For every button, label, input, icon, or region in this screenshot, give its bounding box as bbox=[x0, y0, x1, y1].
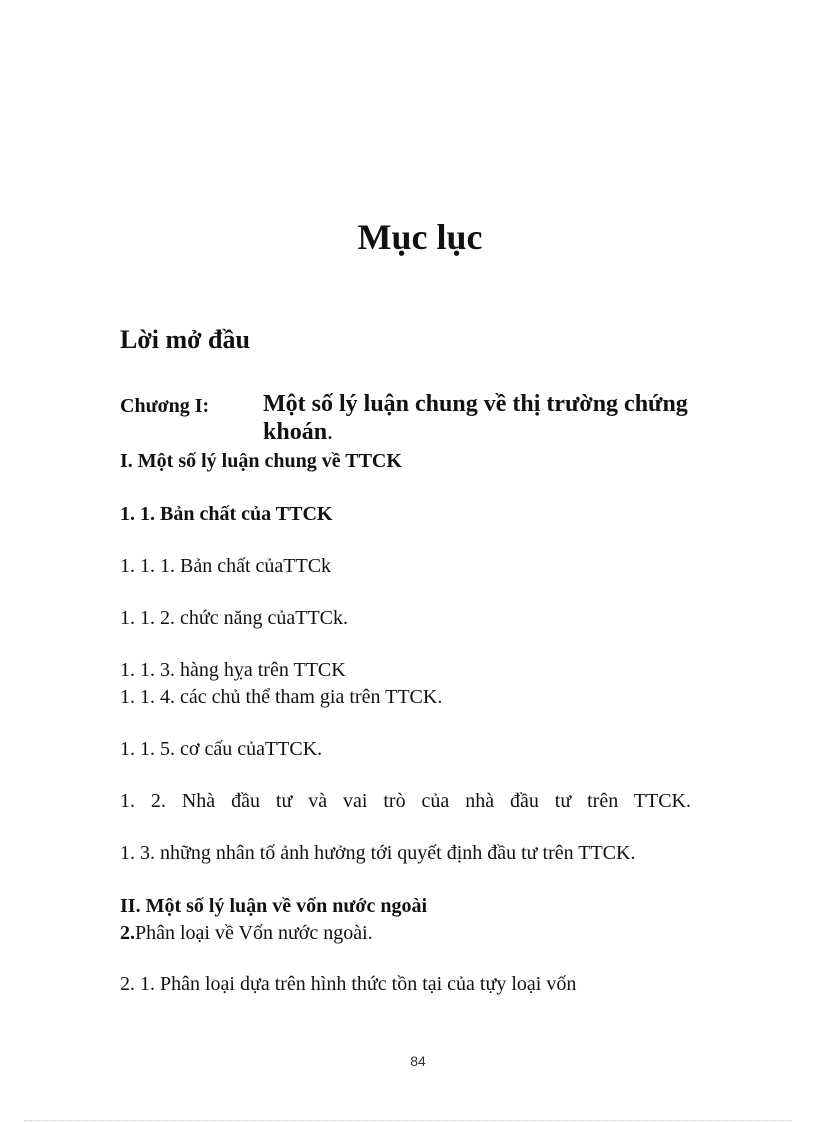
chapter-label: Chương I: bbox=[120, 395, 210, 417]
toc-section-1-2: 1. 2. Nhà đầu tư và vai trò của nhà đầu tư trên TTCK. bbox=[120, 790, 691, 812]
toc-section-1-1-2: 1. 1. 2. chức năng củaTTCk. bbox=[120, 607, 348, 629]
toc-section-2-text: Phân loại về Vốn nước ngoài. bbox=[135, 922, 373, 944]
page-number: 84 bbox=[410, 1053, 426, 1069]
page-bottom-rule bbox=[24, 1120, 792, 1121]
toc-section-i: I. Một số lý luận chung về TTCK bbox=[120, 450, 402, 472]
toc-section-1-1-1: 1. 1. 1. Bản chất củaTTCk bbox=[120, 555, 332, 577]
toc-section-2 bbox=[120, 922, 373, 945]
toc-section-1-3: 1. 3. những nhân tố ảnh hưởng tới quyết định đầu tư trên TTCK. bbox=[120, 842, 636, 864]
intro-heading: Lời mở đầu bbox=[120, 325, 250, 354]
page-title: Mục lục bbox=[357, 217, 483, 257]
chapter-title-text: Một số lý luận chung về thị trường chứng khoán bbox=[263, 391, 688, 445]
toc-section-1-1: 1. 1. Bản chất của TTCK bbox=[120, 503, 333, 525]
toc-section-2-number: 2. bbox=[120, 922, 135, 944]
toc-section-ii: II. Một số lý luận về vốn nước ngoài bbox=[120, 895, 428, 917]
toc-section-1-1-4: 1. 1. 4. các chủ thể tham gia trên TTCK. bbox=[120, 686, 443, 708]
chapter-title-suffix: . bbox=[327, 419, 334, 445]
chapter-title bbox=[263, 390, 703, 446]
toc-section-1-1-3: 1. 1. 3. hàng hỵa trên TTCK bbox=[120, 659, 346, 681]
toc-section-1-1-5: 1. 1. 5. cơ cấu củaTTCK. bbox=[120, 738, 323, 760]
toc-section-2-1: 2. 1. Phân loại dựa trên hình thức tồn tại của tựy loại vốn bbox=[120, 973, 577, 995]
